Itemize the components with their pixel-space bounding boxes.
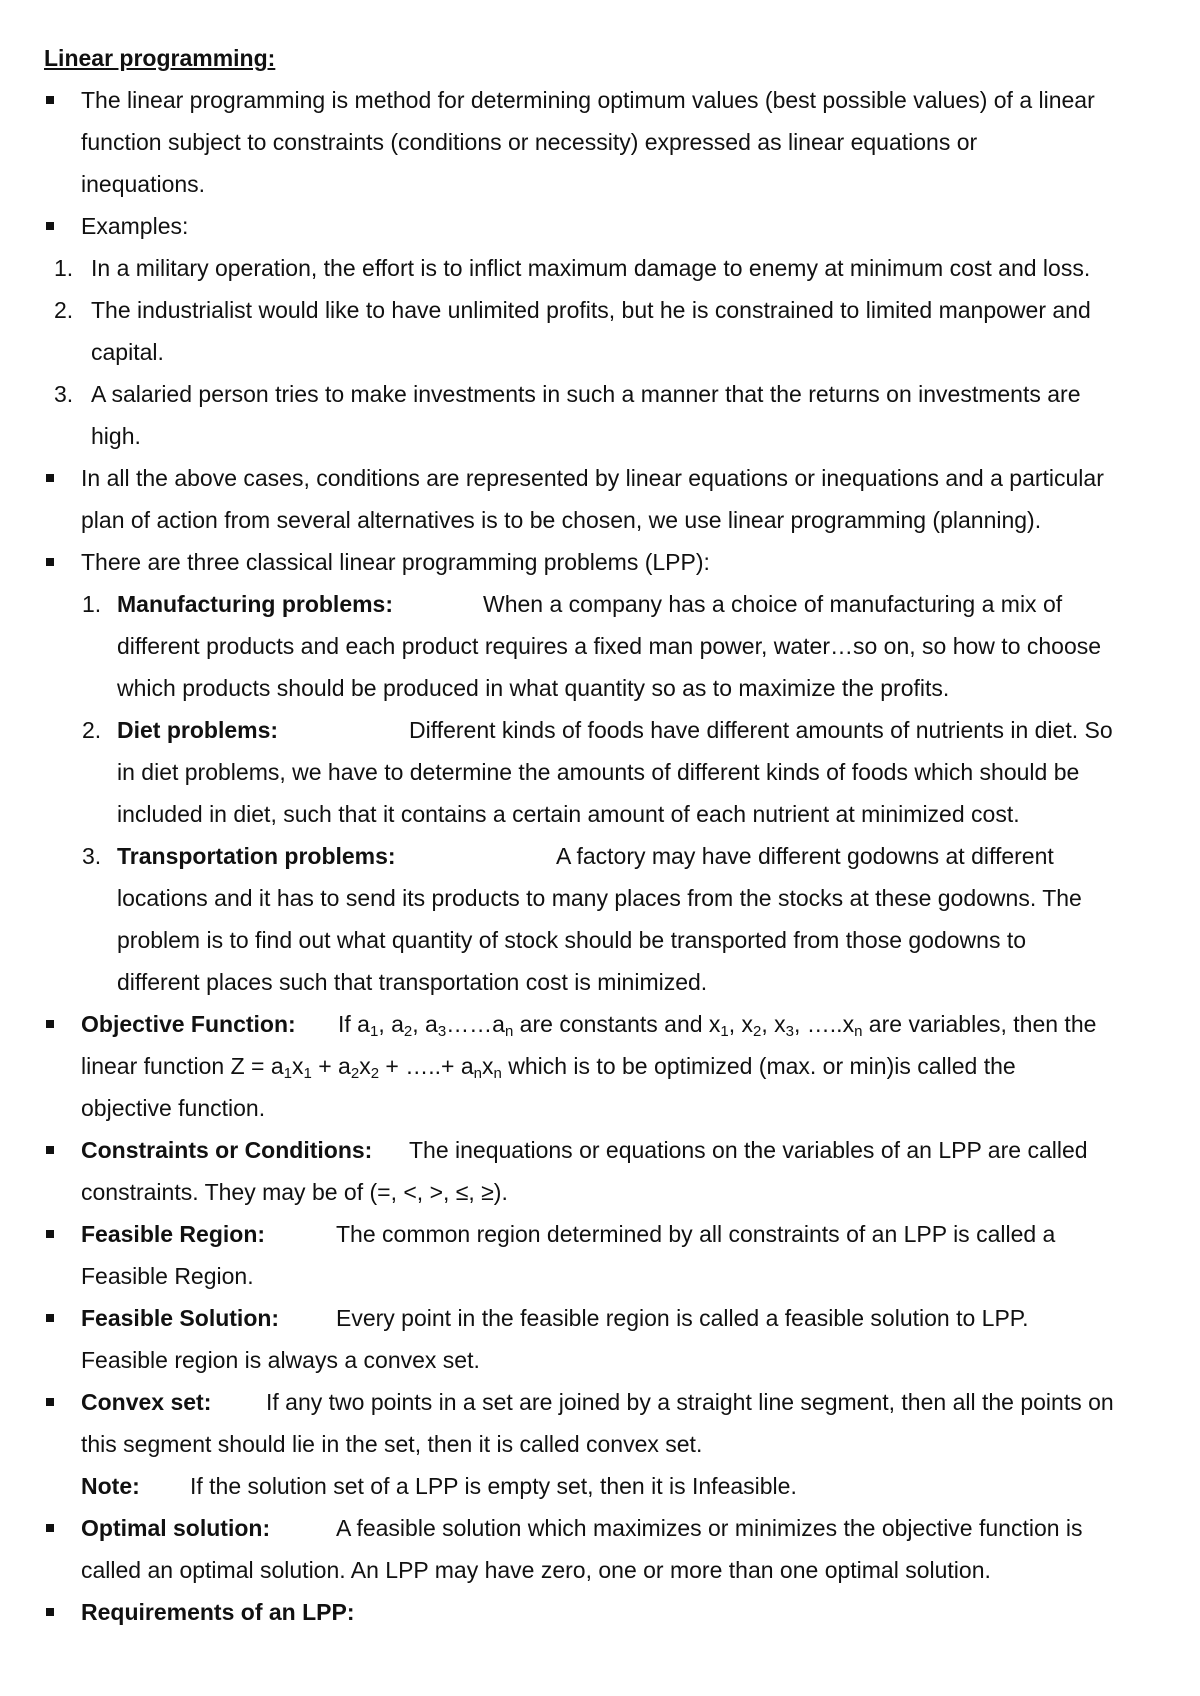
bullet-icon: [46, 1398, 54, 1406]
example-line: The industrialist would like to have unlimited profits, but he is constrained to limited manpower and: [91, 297, 1091, 323]
classical-intro: There are three classical linear programming problems (LPP):: [81, 549, 710, 575]
problem-text: A factory may have different godowns at different: [556, 843, 1054, 869]
example-line: high.: [91, 423, 141, 449]
example-line: capital.: [91, 339, 164, 365]
example-line: A salaried person tries to make investments in such a manner that the returns on investments are: [91, 381, 1081, 407]
problem-heading: Manufacturing problems:: [117, 591, 394, 617]
requirements-heading: Requirements of an LPP:: [81, 1599, 355, 1625]
intro-line: inequations.: [81, 171, 206, 197]
page-title: Linear programming:: [44, 45, 276, 71]
intro-line: The linear programming is method for determining optimum values (best possible values) of a linear: [81, 87, 1095, 113]
constraints-heading: Constraints or Conditions:: [81, 1137, 373, 1163]
objective-heading: Objective Function:: [81, 1011, 296, 1037]
constraints-text: The inequations or equations on the variables of an LPP are called: [409, 1137, 1088, 1163]
problem-heading: Transportation problems:: [117, 843, 396, 869]
objective-line-3: objective function.: [81, 1095, 266, 1121]
bullet-icon: [46, 1146, 54, 1154]
problem-number: 3.: [82, 843, 102, 869]
problem-text: problem is to find out what quantity of stock should be transported from those godowns to: [117, 927, 1027, 953]
feasible-region-text: Feasible Region.: [81, 1263, 254, 1289]
bullet-icon: [46, 96, 54, 104]
intro-line: function subject to constraints (conditions or necessity) expressed as linear equations or: [81, 129, 978, 155]
example-number: 1.: [54, 255, 74, 281]
bullet-icon: [46, 1020, 54, 1028]
convex-text: this segment should lie in the set, then it is called convex set.: [81, 1431, 703, 1457]
note-heading: Note:: [81, 1473, 140, 1499]
bullet-icon: [46, 1314, 54, 1322]
objective-line-1: If $a_1$, $a_2$, $a_3\dots\dots a_n$ are constants and $x_1$, $x_2$, $x_3$, $\dots..x_n$ are variables, then the: [338, 1011, 1097, 1040]
bullet-icon: [46, 474, 54, 482]
bullet-icon: [46, 1524, 54, 1532]
optimal-heading: Optimal solution:: [81, 1515, 271, 1541]
feasible-solution-text: Every point in the feasible region is called a feasible solution to LPP.: [336, 1305, 1029, 1331]
problem-text: Different kinds of foods have different amounts of nutrients in diet. So: [409, 717, 1113, 743]
example-line: In a military operation, the effort is to inflict maximum damage to enemy at minimum cost and loss.: [91, 255, 1091, 281]
objective-line-2: linear function $Z = a_1x_1 + a_2x_2$ + …..+ $a_nx_n$ which is to be optimized (max. or min)is called the: [81, 1053, 1016, 1082]
above-cases-line: In all the above cases, conditions are represented by linear equations or inequations and a particular: [81, 465, 1104, 491]
problem-text: included in diet, such that it contains a certain amount of each nutrient at minimized cost.: [117, 801, 1020, 827]
bullet-icon: [46, 1230, 54, 1238]
convex-heading: Convex set:: [81, 1389, 212, 1415]
bullet-icon: [46, 1608, 54, 1616]
note-text: If the solution set of a LPP is empty set, then it is Infeasible.: [190, 1473, 797, 1499]
constraints-text: constraints. They may be of (=, <, >, ≤, ≥).: [81, 1179, 508, 1205]
feasible-region-heading: Feasible Region:: [81, 1221, 266, 1247]
example-number: 2.: [54, 297, 74, 323]
optimal-text: A feasible solution which maximizes or minimizes the objective function is: [336, 1515, 1083, 1541]
problem-text: which products should be produced in what quantity so as to maximize the profits.: [117, 675, 950, 701]
feasible-solution-text: Feasible region is always a convex set.: [81, 1347, 480, 1373]
bullet-icon: [46, 558, 54, 566]
problem-text: locations and it has to send its products to many places from the stocks at these godowns. The: [117, 885, 1082, 911]
example-number: 3.: [54, 381, 74, 407]
convex-text: If any two points in a set are joined by a straight line segment, then all the points on: [266, 1389, 1114, 1415]
problem-text: different places such that transportation cost is minimized.: [117, 969, 708, 995]
problem-number: 1.: [82, 591, 102, 617]
feasible-region-text: The common region determined by all constraints of an LPP is called a: [336, 1221, 1056, 1247]
above-cases-line: plan of action from several alternatives is to be chosen, we use linear programming (planning).: [81, 507, 1042, 533]
problem-text: in diet problems, we have to determine the amounts of different kinds of foods which should be: [117, 759, 1080, 785]
problem-number: 2.: [82, 717, 102, 743]
problem-text: When a company has a choice of manufacturing a mix of: [483, 591, 1063, 617]
optimal-text: called an optimal solution. An LPP may have zero, one or more than one optimal solution.: [81, 1557, 991, 1583]
examples-label: Examples:: [81, 213, 189, 239]
bullet-icon: [46, 222, 54, 230]
feasible-solution-heading: Feasible Solution:: [81, 1305, 280, 1331]
problem-heading: Diet problems:: [117, 717, 279, 743]
problem-text: different products and each product requires a fixed man power, water…so on, so how to choose: [117, 633, 1102, 659]
